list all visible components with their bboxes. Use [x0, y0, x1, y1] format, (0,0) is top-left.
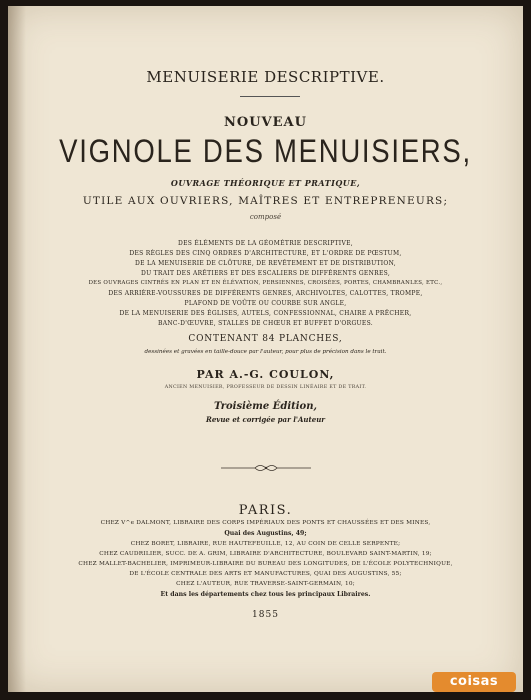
header-rule: [240, 96, 300, 97]
compose-label: composé: [249, 213, 282, 221]
plates-count: CONTENANT 84 PLANCHES,: [188, 334, 343, 344]
edition-label: Troisième Édition,: [214, 401, 317, 412]
author-title: ANCIEN MENUISIER, PROFESSEUR DE DESSIN LINÉAIRE ET DE TRAIT.: [164, 385, 367, 390]
contents-line: DES RÈGLES DES CINQ ORDRES D'ARCHITECTURE, ET L'ORDRE DE PŒSTUM,: [129, 250, 402, 257]
nouveau-label: NOUVEAU: [224, 115, 307, 130]
publisher-line: CHEZ CAUDRILIER, SUCC. DE A. GRIM, LIBRAIRE D'ARCHITECTURE, BOULEVARD SAINT-MARTIN, 19;: [99, 551, 432, 557]
contents-line: BANC-D'ŒUVRE, STALLES DE CHŒUR ET BUFFET D'ORGUES.: [157, 320, 373, 327]
contents-line: DE LA MENUISERIE DE CLÔTURE, DE REVÊTEMENT ET DE DISTRIBUTION,: [134, 260, 397, 267]
series-header: MENUISERIE DESCRIPTIVE.: [146, 68, 385, 86]
contents-line: DES OUVRAGES CINTRÉS EN PLAN ET EN ÉLÉVATION, PERSIENNES, CROISÉES, PORTES, CHAMBRANLES, ETC.,: [88, 280, 443, 286]
publisher-line: DE L'ÉCOLE CENTRALE DES ARTS ET MANUFACTURES, QUAI DES AUGUSTINS, 55;: [129, 571, 402, 577]
publisher-line: CHEZ BORET, LIBRAIRE, RUE HAUTEFEUILLE, 12, AU COIN DE CELLE SERPENTE;: [130, 541, 401, 547]
author-name: PAR A.-G. COULON,: [196, 368, 335, 381]
publisher-line: CHEZ L'AUTEUR, RUE TRAVERSE-SAINT-GERMAIN, 10;: [176, 581, 355, 587]
contents-line: PLAFOND DE VOÛTE OU COURBE SUR ANGLE,: [184, 300, 347, 307]
engraving-note: dessinées et gravées en taille-douce par l'auteur, pour plus de précision dans le trait.: [144, 349, 387, 355]
subtitle: OUVRAGE THÉORIQUE ET PRATIQUE,: [170, 178, 361, 188]
watermark-logo: coisas: [432, 672, 516, 692]
main-title: VIGNOLE DES MENUISIERS,: [59, 133, 472, 169]
ornament-divider-icon: [8, 458, 523, 477]
publisher-line: CHEZ MALLET-BACHELIER, IMPRIMEUR-LIBRAIRE DU BUREAU DES LONGITUDES, DE L'ÉCOLE POLYTECHNIQUE,: [78, 561, 453, 567]
audience-line: UTILE AUX OUVRIERS, MAÎTRES ET ENTREPRENEURS;: [82, 195, 449, 207]
contents-line: DU TRAIT DES ARÊTIERS ET DES ESCALIERS DE DIFFÉRENTS GENRES,: [140, 270, 391, 277]
contents-line: DES ÉLÉMENTS DE LA GÉOMÉTRIE DESCRIPTIVE,: [178, 240, 353, 247]
title-page: [8, 6, 523, 692]
publisher-line: Et dans les départements chez tous les principaux Libraires.: [160, 591, 371, 598]
city: PARIS.: [238, 503, 293, 518]
revision-note: Revue et corrigée par l'Auteur: [206, 415, 325, 424]
publication-year: 1855: [252, 610, 279, 620]
publisher-line: Quai des Augustins, 49;: [224, 530, 307, 537]
contents-line: DE LA MENUISERIE DES ÉGLISES, AUTELS, CONFESSIONNAL, CHAIRE A PRÊCHER,: [119, 310, 412, 317]
contents-line: DES ARRIÈRE-VOUSSURES DE DIFFÉRENTS GENRES, ARCHIVOLTES, CALOTTES, TROMPE,: [108, 290, 423, 297]
publisher-line: CHEZ V^e DALMONT, LIBRAIRE DES CORPS IMPÉRIAUX DES PONTS ET CHAUSSÉES ET DES MINES,: [100, 520, 431, 526]
